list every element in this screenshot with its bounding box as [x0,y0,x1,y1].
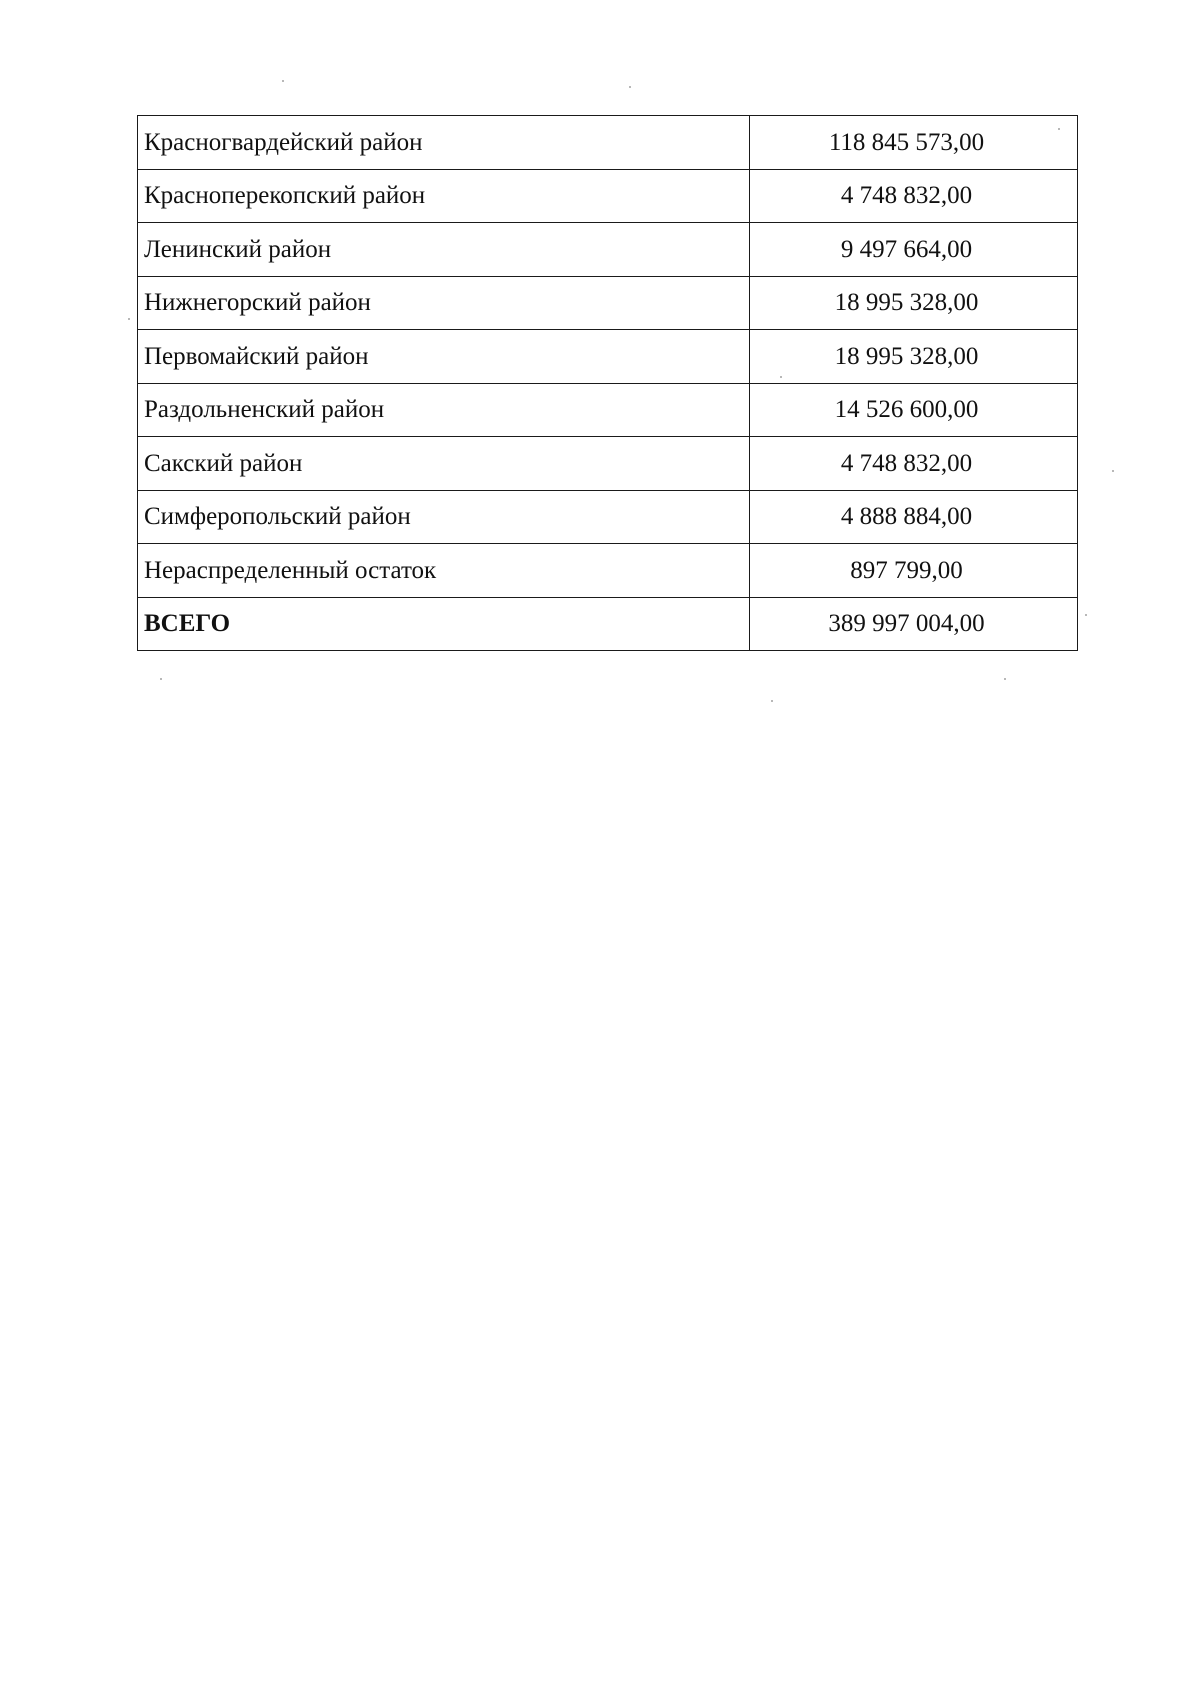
district-name: Красноперекопский район [138,169,750,223]
district-name: Красногвардейский район [138,116,750,170]
scan-speck [1112,470,1114,472]
district-name: Нижнегорский район [138,276,750,330]
total-label: ВСЕГО [138,597,750,651]
table-row [138,116,1078,170]
district-name: Нераспределенный остаток [138,544,750,598]
scan-speck [282,80,284,82]
district-amount: 4 888 884,00 [750,490,1078,544]
district-amount: 4 748 832,00 [750,437,1078,491]
scan-speck [780,376,782,378]
scan-speck [771,700,773,702]
table-row [138,169,1078,223]
district-name: Раздольненский район [138,383,750,437]
table-row [138,383,1078,437]
district-amount: 4 748 832,00 [750,169,1078,223]
table-row [138,223,1078,277]
scan-speck [1004,678,1006,680]
district-amount: 118 845 573,00 [750,116,1078,170]
district-name: Первомайский район [138,330,750,384]
district-amount: 9 497 664,00 [750,223,1078,277]
table-row [138,544,1078,598]
scan-speck [1058,128,1060,130]
district-amount: 14 526 600,00 [750,383,1078,437]
total-amount: 389 997 004,00 [750,597,1078,651]
district-name: Симферопольский район [138,490,750,544]
table-row [138,437,1078,491]
table-row [138,330,1078,384]
total-row [138,597,1078,651]
district-amount: 18 995 328,00 [750,330,1078,384]
district-name: Сакский район [138,437,750,491]
scan-speck [160,678,162,680]
district-amount: 897 799,00 [750,544,1078,598]
district-name: Ленинский район [138,223,750,277]
scan-speck [629,86,631,88]
table-row [138,490,1078,544]
scan-speck [1085,614,1087,616]
allocation-table [137,115,1078,651]
table-row [138,276,1078,330]
district-amount: 18 995 328,00 [750,276,1078,330]
scan-speck [128,318,130,320]
